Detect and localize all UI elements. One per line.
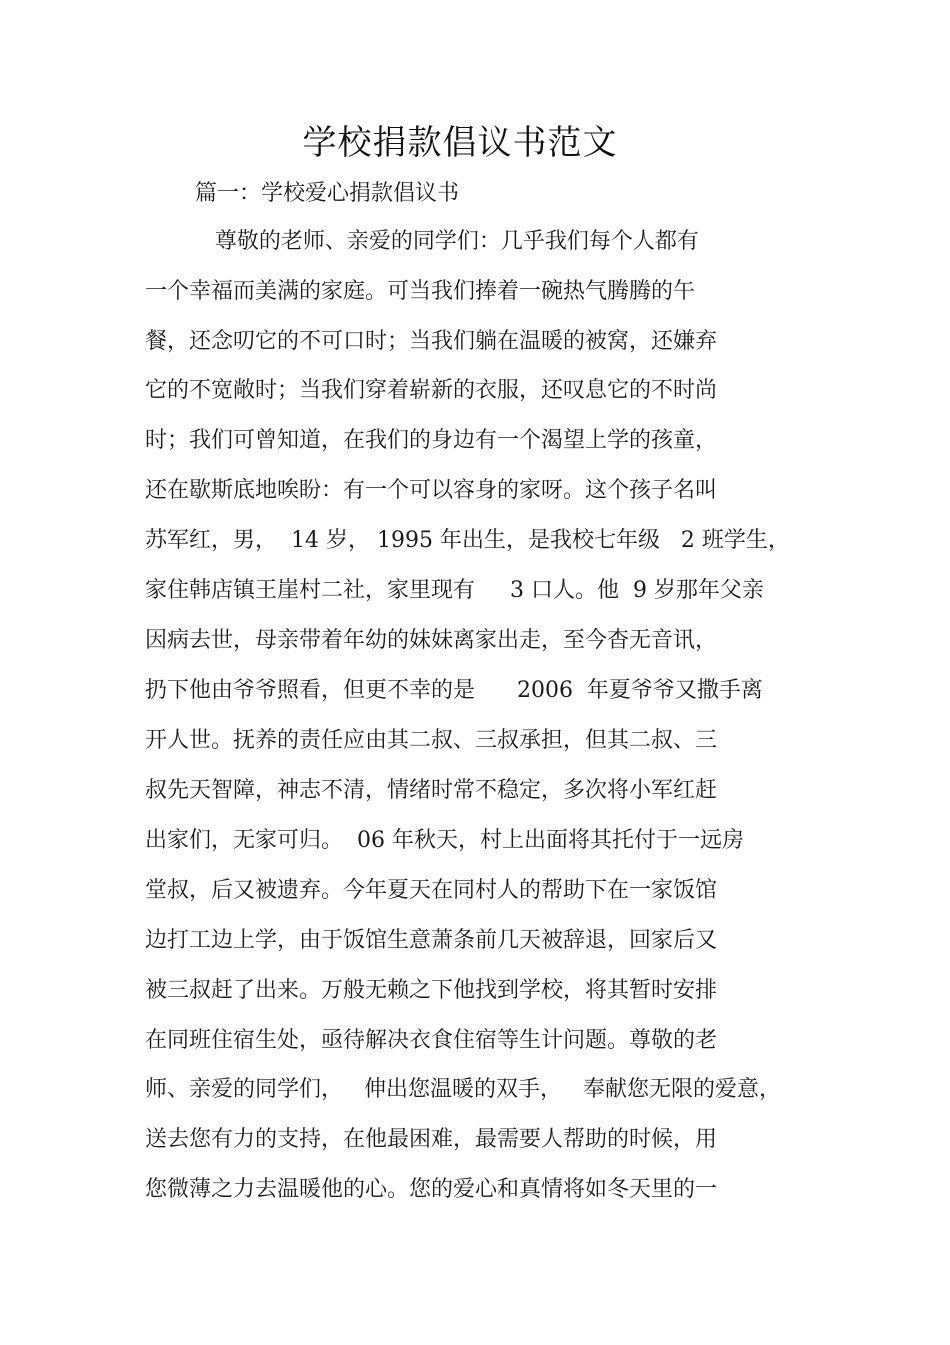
body-line: 出家们，无家可归。 06 年秋天，村上出面将其托付于一远房 xyxy=(145,828,744,853)
body-line: 苏军红，男， 14 岁， 1995 年出生，是我校七年级 2 班学生， xyxy=(145,528,790,553)
body-line: 开人世。抚养的责任应由其二叔、三叔承担，但其二叔、三 xyxy=(145,728,718,753)
body-line: 尊敬的老师、亲爱的同学们：几乎我们每个人都有 xyxy=(145,229,699,254)
body-line: 堂叔，后又被遗弃。今年夏天在同村人的帮助下在一家饭馆 xyxy=(145,878,718,903)
body-line: 一个幸福而美满的家庭。可当我们捧着一碗热气腾腾的午 xyxy=(145,279,696,304)
body-line: 扔下他由爷爷照看，但更不幸的是 2006 年夏爷爷又撒手离 xyxy=(145,678,763,703)
body-line: 餐，还念叨它的不可口时；当我们躺在温暖的被窝，还嫌弃 xyxy=(145,329,718,354)
body-line: 送去您有力的支持，在他最困难，最需要人帮助的时候，用 xyxy=(145,1127,718,1152)
body-line: 在同班住宿生处，亟待解决衣食住宿等生计问题。尊敬的老 xyxy=(145,1028,718,1053)
body-line: 家住韩店镇王崖村二社，家里现有 3 口人。他 9 岁那年父亲 xyxy=(145,578,764,603)
body-line: 时；我们可曾知道，在我们的身边有一个渴望上学的孩童， xyxy=(145,428,718,453)
body-line: 被三叔赶了出来。万般无赖之下他找到学校，将其暂时安排 xyxy=(145,978,718,1003)
document-title: 学校捐款倡议书范文 xyxy=(302,123,618,163)
body-line: 叔先天智障，神志不清，情绪时常不稳定，多次将小军红赶 xyxy=(145,778,718,803)
body-line: 边打工边上学，由于饭馆生意萧条前几天被辞退，回家后又 xyxy=(145,928,718,953)
body-line: 还在歇斯底地唉盼：有一个可以容身的家呀。这个孩子名叫 xyxy=(145,478,718,503)
body-line: 因病去世，母亲带着年幼的妹妹离家出走，至今杳无音讯， xyxy=(145,628,718,653)
body-line: 您微薄之力去温暖他的心。您的爱心和真情将如冬天里的一 xyxy=(145,1177,718,1202)
body-line: 它的不宽敞时；当我们穿着崭新的衣服，还叹息它的不时尚 xyxy=(145,378,718,403)
body-line: 师、亲爱的同学们， 伸出您温暖的双手， 奉献您无限的爱意， xyxy=(145,1077,781,1102)
section-heading: 篇一：学校爱心捐款倡议书 xyxy=(195,181,460,206)
